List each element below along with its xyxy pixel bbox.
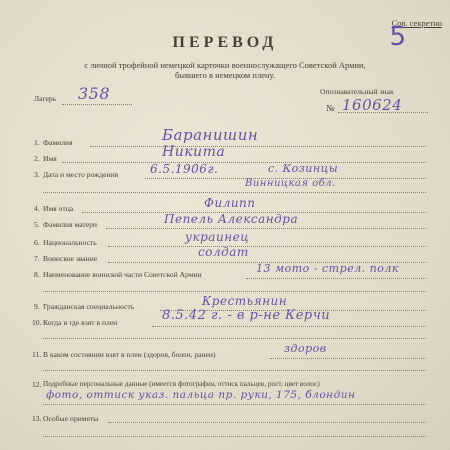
field-6-value: украинец xyxy=(185,230,250,244)
field-11-label: В каком состоянии взят в плен (здоров, болен, ранен) xyxy=(43,350,216,359)
field-12-value: фото, оттиск указ. пальца пр. руки, 175, блондин xyxy=(46,389,356,401)
field-7-label: Воинское звание xyxy=(43,254,98,263)
field-8-number: 8. xyxy=(34,270,40,279)
field-8-value: 13 мото - стрел. полк xyxy=(256,262,399,275)
field-2-value: Никита xyxy=(162,144,226,160)
field-5-value: Пепель Александра xyxy=(164,212,299,226)
field-3-number: 3. xyxy=(34,170,40,179)
field-2-label: Имя xyxy=(43,154,57,163)
field-13-line xyxy=(108,422,426,423)
field-6-number: 6. xyxy=(34,238,40,247)
field-11-line-2 xyxy=(43,370,426,371)
field-9-label: Гражданская специальность xyxy=(43,302,135,311)
field-5-number: 5. xyxy=(34,220,40,229)
field-1-label: Фамилия xyxy=(43,138,73,147)
field-13-line-2 xyxy=(43,436,426,437)
field-4-number: 4. xyxy=(34,204,40,213)
field-8-line xyxy=(246,278,426,279)
field-6-line xyxy=(108,246,426,247)
field-8-line-2 xyxy=(43,291,426,292)
ident-prefix: № xyxy=(326,103,335,113)
camp-value: 358 xyxy=(78,84,111,103)
field-13-number: 13. xyxy=(32,414,42,423)
field-4-value: Филипп xyxy=(204,196,256,210)
handwritten-number-mark: 5 xyxy=(389,22,406,52)
field-10-line-2 xyxy=(43,338,426,339)
secrecy-label: Сов. секретно xyxy=(391,18,442,28)
field-10-label: Когда и где взят в плен xyxy=(43,318,118,327)
field-9-value: Крестьянин xyxy=(202,294,288,308)
field-12-line xyxy=(43,404,426,405)
field-10-line xyxy=(152,326,426,327)
field-1-number: 1. xyxy=(34,138,40,147)
field-6-label: Национальность xyxy=(43,238,97,247)
field-3-line-2 xyxy=(43,192,426,193)
field-11-value: здоров xyxy=(284,342,327,355)
ident-value: 160624 xyxy=(342,96,403,114)
field-7-number: 7. xyxy=(34,254,40,263)
field-11-line xyxy=(270,358,426,359)
ident-label: Опознавательный знак xyxy=(320,87,394,96)
field-4-label: Имя отца xyxy=(43,204,74,213)
field-9-number: 9. xyxy=(34,302,40,311)
field-13-label: Особые приметы xyxy=(43,414,99,423)
subtitle-line-2: бывшего в немецком плену. xyxy=(174,70,276,80)
document-title: ПЕРЕВОД xyxy=(172,34,278,51)
field-3-date-value: 6.5.1906г. xyxy=(150,162,219,176)
camp-label: Лагерь xyxy=(34,94,57,103)
field-1-line xyxy=(90,146,426,147)
field-5-label: Фамилия матери xyxy=(43,220,97,229)
field-3-label: Дата и место рождения xyxy=(43,170,119,179)
camp-line xyxy=(62,104,132,105)
field-1-value: Баранишин xyxy=(162,126,259,144)
field-12-number: 12. xyxy=(32,380,42,389)
field-7-value: солдат xyxy=(198,245,249,259)
field-2-number: 2. xyxy=(34,154,40,163)
field-3-place-value: с. Козинцы xyxy=(268,162,339,175)
field-5-line xyxy=(106,228,426,229)
field-3-region-value: Винницкая обл. xyxy=(245,178,336,189)
field-8-label: Наименование воинской части Советской Армии xyxy=(43,270,202,279)
field-10-value: 8.5.42 г. - в р-не Керчи xyxy=(162,308,331,323)
field-11-number: 11. xyxy=(32,350,42,359)
field-10-number: 10. xyxy=(32,318,42,327)
field-12-label: Подробные персональные данные (имеется фотография, оттиск пальцев, рост, цвет волос) xyxy=(43,380,320,388)
subtitle-line-1: с личной трофейной немецкой карточки военнослужащего Советской Армии, xyxy=(84,60,366,70)
field-2-line xyxy=(62,162,426,163)
